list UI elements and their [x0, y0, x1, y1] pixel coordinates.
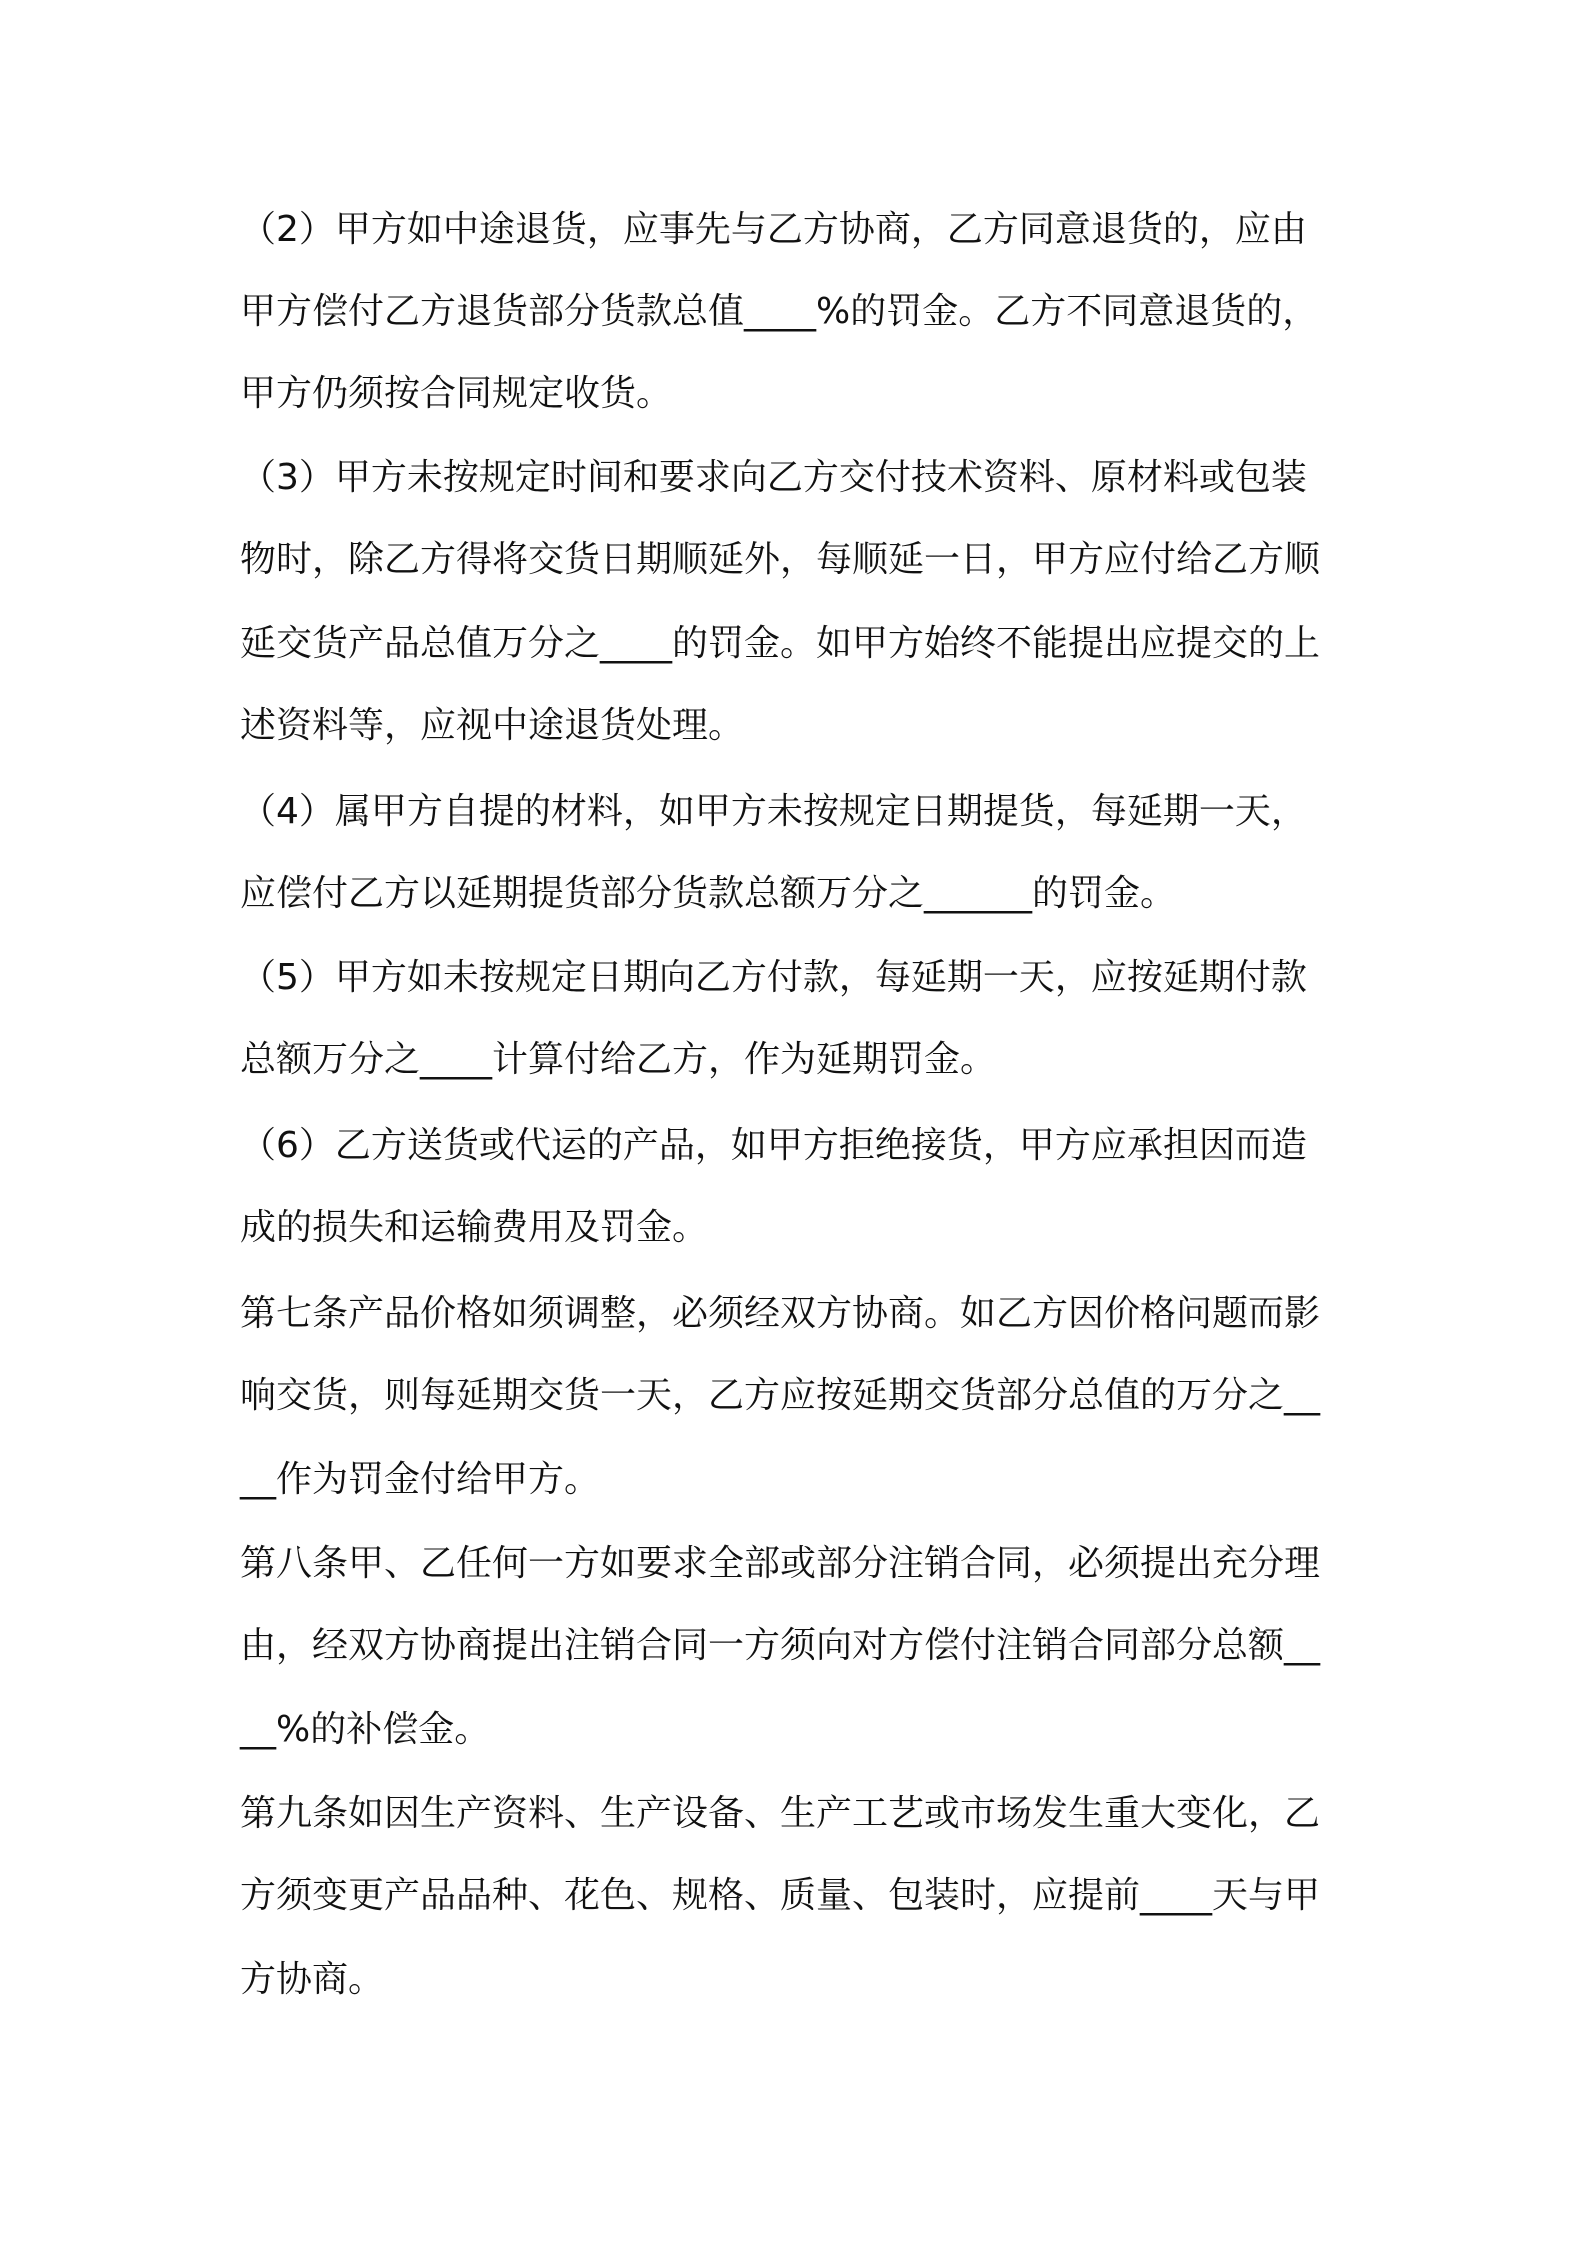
- text-line: （5）甲方如未按规定日期向乙方付款，每延期一天，应按延期付款: [240, 957, 1307, 998]
- text-line: 总额万分之____计算付给乙方，作为延期罚金。: [240, 1039, 997, 1080]
- text-line: 物时，除乙方得将交货日期顺延外，每顺延一日，甲方应付给乙方顺: [240, 539, 1321, 580]
- text-line: 第八条甲、乙任何一方如要求全部或部分注销合同，必须提出充分理: [240, 1543, 1321, 1584]
- text-line: 甲方偿付乙方退货部分货款总值____%的罚金。乙方不同意退货的，: [240, 291, 1319, 332]
- text-line: __作为罚金付给甲方。: [240, 1459, 601, 1500]
- text-line: （3）甲方未按规定时间和要求向乙方交付技术资料、原材料或包装: [240, 457, 1307, 498]
- text-line: __%的补偿金。: [240, 1709, 491, 1750]
- text-line: 延交货产品总值万分之____的罚金。如甲方始终不能提出应提交的上: [240, 623, 1321, 664]
- text-line: 成的损失和运输费用及罚金。: [240, 1207, 709, 1248]
- text-line: （2）甲方如中途退货，应事先与乙方协商，乙方同意退货的，应由: [240, 209, 1307, 250]
- text-line: 应偿付乙方以延期提货部分货款总额万分之______的罚金。: [240, 873, 1177, 914]
- text-line: 第九条如因生产资料、生产设备、生产工艺或市场发生重大变化，乙: [240, 1793, 1321, 1834]
- text-line: 甲方仍须按合同规定收货。: [240, 373, 673, 414]
- text-line: 响交货，则每延期交货一天，乙方应按延期交货部分总值的万分之__: [240, 1375, 1321, 1416]
- text-line: 方协商。: [240, 1959, 385, 2000]
- text-line: （6）乙方送货或代运的产品，如甲方拒绝接货，甲方应承担因而造: [240, 1125, 1307, 1166]
- text-line: 述资料等，应视中途退货处理。: [240, 705, 745, 746]
- text-line: 由，经双方协商提出注销合同一方须向对方偿付注销合同部分总额__: [240, 1625, 1321, 1666]
- text-line: （4）属甲方自提的材料，如甲方未按规定日期提货，每延期一天，: [240, 791, 1307, 832]
- text-line: 方须变更产品品种、花色、规格、质量、包装时，应提前____天与甲: [240, 1875, 1321, 1916]
- text-line: 第七条产品价格如须调整，必须经双方协商。如乙方因价格问题而影: [240, 1293, 1321, 1334]
